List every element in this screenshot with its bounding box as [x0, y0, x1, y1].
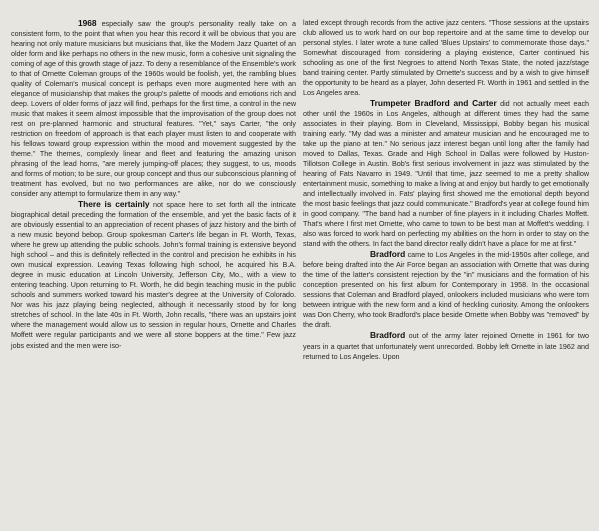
lead-in-there-is-certainly: There is certainly [78, 199, 150, 210]
lead-in-trumpeter-bradford: Trumpeter Bradford and Carter [370, 98, 497, 109]
paragraph-trumpeter-bradford [303, 98, 589, 249]
left-column [11, 18, 296, 351]
paragraph-1968 [11, 18, 296, 199]
right-column [303, 18, 589, 362]
paragraph-there-is-certainly [11, 199, 296, 350]
lead-in-bradford-army: Bradford [370, 330, 406, 341]
lead-in-1968: 1968 [78, 18, 97, 28]
paragraph-text: did not actually meet each other until the 1960s in Los Angeles, although at different times they had the same associates in their playing. Born in Cleveland, Mississippi, Bobby began his musical training early. "My dad was a minister and amateur musician and he encouraged me to take up the piano at ten." No serious jazz interest began until long after the family had moved to Dallas, Texas. Grade and High School in Dallas were followed by Huston-Tillotson College in Austin. Bob's first serious involvement in jazz was stimulated by the hearing of Fats Navarro in 1949. "Until that time, jazz seemed to me a pretty shallow entertainment music, something to make a living at and enjoy but hardly to get emotionally and intellectually involved in. Fats' playing first showed me the emotional depth beyond the most basic feelings that jazz could communicate." Bradford's year at college found him in good company. "The band had a number of fine players in it including Charles Moffett. That's where I first met Ornette, who came to town to be best man at Moffett's wedding. I also was forced to work hard on perfecting my abilities on the horn in order to stay on the stand with the others. In fact the band director really didn't have a place for me at first." [303, 99, 589, 249]
lead-in-bradford: Bradford [370, 249, 406, 260]
paragraph-text: lated except through records from the active jazz centers. "Those sessions at the upstairs club allowed us to work hard on our bop repertoire and at the same time to develop our personal styles. I later wrote a tune called 'Blues Upstairs' to commemorate those days." Somewhat discouraged from considering a playing existence, Carter continued his schooling as one of the first Negroes to attend North Texas State, the noted jazz/stage band training center. Partly stimulated by Ornette's success and by a wish to give himself the opportunity to be heard as a player, John deserted Ft. Worth in 1961 and settled in the Los Angeles area. [303, 18, 589, 98]
paragraph-bradford-army [303, 330, 589, 361]
paragraph-text: not space here to set forth all the intricate biographical detail preceding the formation of the ensemble, and yet the basic facts of it are obviously essential to an appreciation of recent phases of jazz history and the birth of a new music beyond bebop. Group spokesman Carter's life began in Ft. Worth, Texas, where he grew up attending the public schools. John's formal training is extensive beyond high school – and this is definitely reflected in the control and precision he exhibits in his own musical expression. Leaving Texas following high school, he acquired his B.A. degree in music education at Lincoln University, Jefferson City, Mo., with a view to entering teaching. Upon returning to Ft. Worth, he did begin teaching music in the public schools and summers worked toward his master's degree at the University of Colorado. Nor was his jazz playing being neglected, although it necessarily stood by for long stretches of school. In the late 40s in Ft. Worth, John recalls, "there was an upstairs joint where the management would allow us to session in regular hours, Ornette and Charles Moffett were regular participants and we were all stone boppers at the time." Few jazz jobs existed and the men were iso- [11, 200, 296, 350]
paragraph-text: came to Los Angeles in the mid-1950s after college, and before being drafted into the Air Force began an association with Ornette that was during the time of the latter's consistent rejection by the "in" musicians and the formation of his conception presented on his first album for Contemporary in 1958. In the occasional sessions that Coleman and Bradford played, onlookers included musicians who were torn between intrigue with the new form and a kind of heckling curiosity. Among the onlookers was Don Cherry, who took Bradford's place beside Ornette when Bobby was "removed" by the draft. [303, 250, 589, 330]
paragraph-continued [303, 18, 589, 98]
paragraph-text: especially saw the group's personality really take on a consistent form, to the point that when you hear this record it will be obvious that you are hearing not only mature musicians but musicians that, like the Modern Jazz Quartet of an older form and like perhaps no others in the new music, form a cohesive unit signaling the coming of age of this growth stage of jazz. To deny a resemblance of the Ensemble's work to that of Ornette Coleman groups of the 1960s would be foolish, yet, the rambling blues quality of Coleman's musical concept is perhaps even more augmented here with an elegance of musicianship that makes the group's palette of moods and emotions rich and deep. Lovers of older forms of jazz will find, perhaps for the first time, a control in the new music that makes it seem almost impossible that the improvisation of the group does not rest on pre-planned harmonic and structural features. "Yet," says Carter, "the only restriction on freedom of approach is that each player must listen to and cooperate with his fellows toward group expression within the mood and movement suggested by the theme." The themes, complexly linear and fleet and featuring the amazing unison phrasing of the lead horns, "are merely jumping-off places; they suggest, to us, moods and forms of motion; to be sure, our group concept and thus our subconscious planning of treatment has evolved, but no two performances are alike, nor do we consciously consider any attempt to formularize them in any way." [11, 19, 296, 199]
paragraph-text: out of the army later rejoined Ornette in 1961 for two years in a quartet that unfortunately went unrecorded. Bobby left Ornette in late 1962 and returned to Los Angeles. Upon [303, 331, 589, 361]
paragraph-bradford-came [303, 249, 589, 330]
